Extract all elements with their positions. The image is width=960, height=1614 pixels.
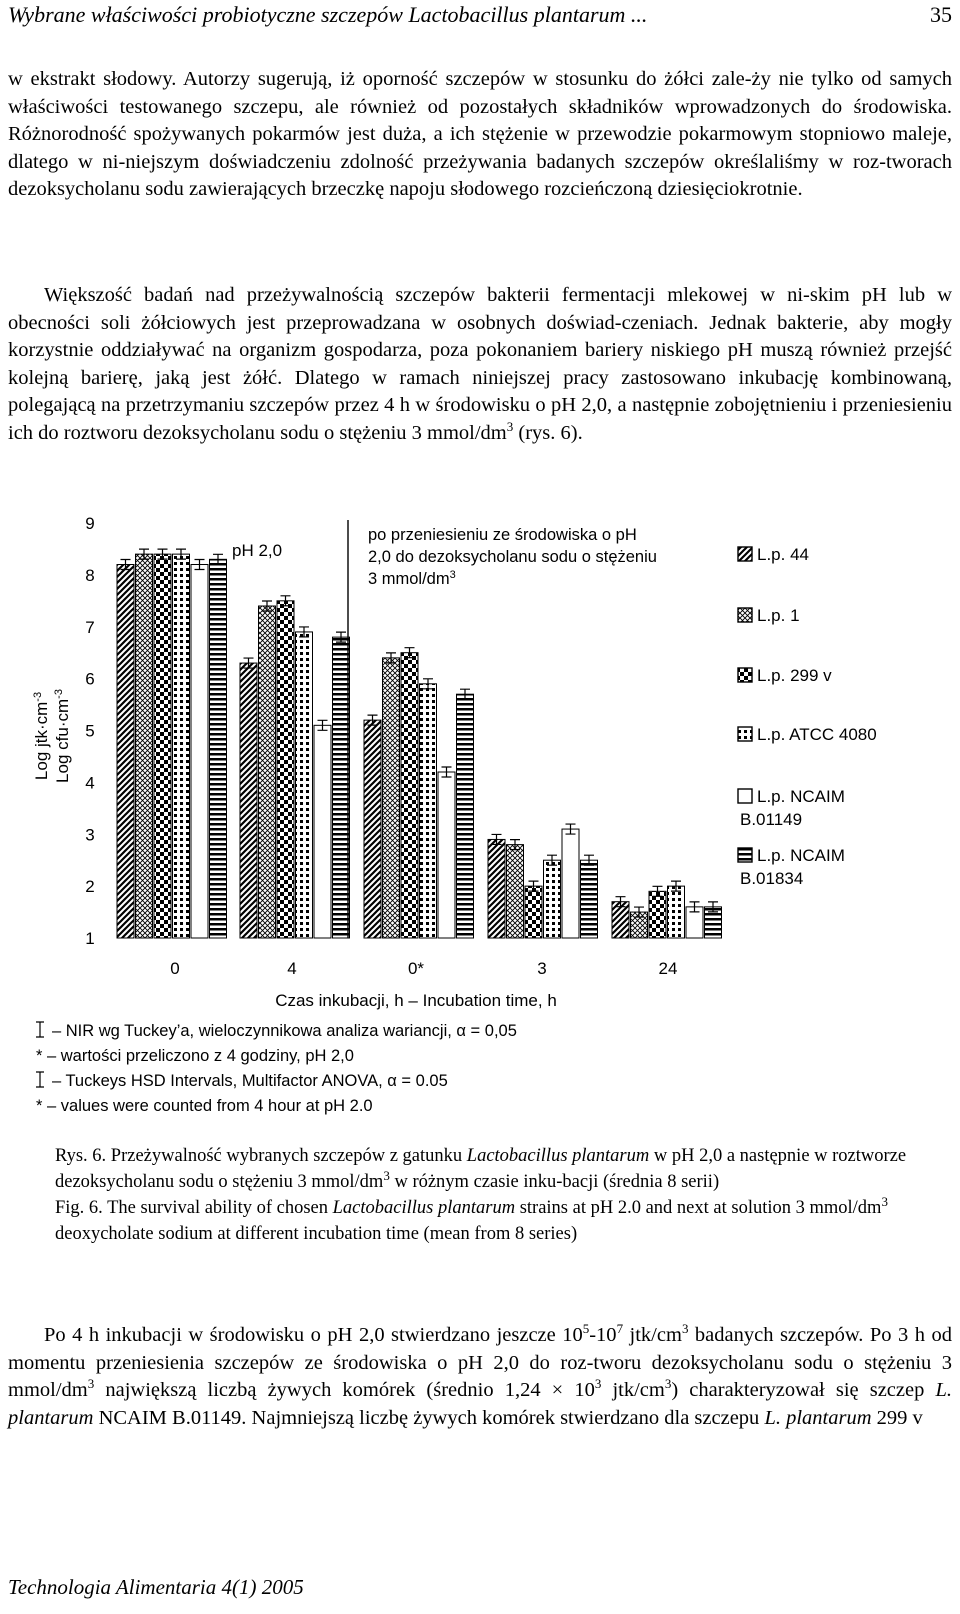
- bar: [438, 772, 455, 938]
- bar: [507, 845, 524, 938]
- paragraph-3: [8, 1322, 952, 1432]
- y-tick-label: 6: [85, 669, 95, 689]
- legend-label: B.01149: [740, 810, 803, 829]
- legend-label: L.p. NCAIM: [757, 787, 845, 806]
- annotation-box-line: po przeniesieniu ze środowiska o pH: [368, 526, 637, 544]
- y-axis-label-pl-sup: -3: [32, 691, 44, 702]
- bar: [154, 554, 171, 938]
- caption-pl-species: Lactobacillus plantarum: [466, 1146, 650, 1166]
- p3-t8: NCAIM B.01149. Najmniejszą liczbę żywych komórek stwierdzano dla szczepu: [93, 1406, 765, 1429]
- caption-en-suffix: deoxycholate sodium at different incubation time (mean from 8 series): [55, 1224, 578, 1244]
- bar: [668, 886, 685, 938]
- legend-swatch: [738, 789, 752, 803]
- p3-t5: największą liczbą żywych komórek (średnio 1,24 × 10: [94, 1379, 595, 1401]
- x-tick-label: 0*: [407, 959, 425, 978]
- paragraph-2-sup: 3: [506, 418, 514, 434]
- error-bar-icon: [36, 1022, 44, 1037]
- caption-en-species: Lactobacillus plantarum: [332, 1198, 516, 1218]
- legend-label: B.01834: [740, 869, 804, 888]
- p3-s6: 3: [664, 1376, 672, 1392]
- bar: [401, 653, 418, 938]
- caption-en-prefix: Fig. 6. The survival ability of chosen: [55, 1198, 333, 1218]
- caption-en-sup: 3: [881, 1193, 888, 1209]
- survival-chart: [0, 508, 960, 1130]
- bar: [333, 637, 350, 938]
- legend-label: L.p. 299 v: [757, 666, 832, 685]
- y-tick-label: 2: [85, 877, 95, 897]
- y-axis-label-en-sup: -3: [53, 689, 65, 699]
- p3-s2: 7: [616, 1321, 624, 1337]
- x-tick-label: 3: [537, 959, 547, 978]
- y-tick-label: 9: [85, 514, 95, 533]
- bar: [314, 725, 331, 938]
- x-axis-label: Czas inkubacji, h – Incubation time, h: [275, 991, 557, 1010]
- bar: [562, 829, 579, 938]
- caption-pl-suffix: w różnym czasie inku-bacji (średnia 8 serii): [389, 1172, 720, 1192]
- y-tick-label: 8: [85, 565, 95, 585]
- bar: [296, 632, 313, 938]
- p3-t9: 299 v: [871, 1406, 923, 1429]
- caption-pl: [55, 1143, 925, 1195]
- bar: [277, 601, 294, 938]
- p3-s1: 5: [582, 1321, 590, 1337]
- legend-swatch: [738, 848, 752, 862]
- legend-label: L.p. 1: [757, 606, 800, 625]
- p3-s5: 3: [594, 1376, 602, 1392]
- bar: [383, 658, 400, 938]
- paragraph-2-tail: (rys. 6).: [513, 421, 583, 444]
- p3-i2: L. plantarum: [764, 1406, 872, 1429]
- paragraph-1: w ekstrakt słodowy. Autorzy sugerują, iż oporność szczepów w stosunku do żółci zale-ży nie tylko od samych właściwości testowanego szczepu, ale również od pozostałych składników wprowadzonych do środowiska. Różnorodność spożywanych pokarmów jest duża, a ich stężenie w przewodzie pokarmowym stopniowo maleje, dlatego w ni-niejszym doświadczeniu zdolność przeżywania badanych szczepów określaliśmy w roz-tworach dezoksycholanu sodu zawierających brzeczkę napoju słodowego rozcieńczoną dziesięciokrotnie.: [8, 68, 952, 200]
- legend-label: L.p. NCAIM: [757, 846, 845, 865]
- bar: [488, 839, 505, 938]
- chart-notes: [36, 1022, 517, 1115]
- annotation-ph: pH 2,0: [232, 541, 283, 560]
- annotation-box-line: 2,0 do dezoksycholanu sodu o stężeniu: [368, 548, 657, 566]
- x-tick-label: 24: [658, 959, 678, 978]
- legend-swatch: [738, 547, 752, 561]
- figure-6: [0, 508, 960, 1130]
- x-tick-label: 0: [170, 959, 180, 978]
- p3-t2: -10: [589, 1324, 617, 1346]
- page-number: 35: [930, 2, 952, 27]
- p3-t7: ) charakteryzował się szczep: [671, 1379, 936, 1401]
- bar: [117, 565, 134, 939]
- y-axis-label-en: Log $cfu\cdot cm^{-3}$: [53, 689, 72, 783]
- chart-note: – Tuckeys HSD Intervals, Multifactor ANOVA, α = 0.05: [52, 1072, 448, 1090]
- chart-note: * – wartości przeliczono z 4 godziny, pH 2,0: [36, 1047, 354, 1065]
- bar: [364, 720, 381, 938]
- header-title: Wybrane właściwości probiotyczne szczepów Lactobacillus plantarum ...: [8, 2, 648, 27]
- y-axis-label-pl: Log $jtk\cdot cm^{-3}$: [32, 691, 51, 781]
- bar: [544, 860, 561, 938]
- y-tick-label: 3: [85, 825, 95, 845]
- legend-label: L.p. ATCC 4080: [757, 725, 877, 744]
- y-tick-label: 7: [85, 617, 95, 637]
- bar: [191, 565, 208, 939]
- legend-label: L.p. 44: [757, 545, 809, 564]
- bar: [581, 860, 598, 938]
- annotation-box-sup: 3: [449, 569, 456, 581]
- error-bar-icon: [36, 1072, 44, 1087]
- p3-t1: Po 4 h inkubacji w środowisku o pH 2,0 stwierdzano jeszcze 10: [44, 1324, 583, 1346]
- bar: [525, 886, 542, 938]
- p3-s3: 3: [681, 1321, 689, 1337]
- legend-swatch: [738, 668, 752, 682]
- bar: [649, 891, 666, 938]
- legend-swatch: [738, 608, 752, 622]
- p3-t6: jtk/cm: [601, 1379, 665, 1401]
- bar: [420, 684, 437, 938]
- paragraph-2-text: Większość badań nad przeżywalnością szczepów bakterii fermentacji mlekowej w ni-skim pH lub w obecności soli żółciowych jest przeprowadzana w osobnych doświad-czeniach. Jednak bakterie, aby mogły korzystnie oddziaływać na organizm gospodarza, poza pokonaniem bariery niskiego pH muszą również przejść kolejną barierę, jaką jest żółć. Dlatego w ramach niniejszej pracy zastosowano inkubację kombinowaną, polegającą na przetrzymaniu szczepów przez 4 h w środowisku o pH 2,0, a następnie zobojętnieniu i przeniesieniu ich do roztworu dezoksycholanu sodu o stężeniu 3 mmol/dm: [8, 284, 952, 444]
- running-footer: Technologia Alimentaria 4(1) 2005: [8, 1575, 304, 1599]
- annotation-box-line: 3 mmol/$dm^3$: [368, 569, 456, 588]
- x-tick-label: 4: [287, 959, 297, 978]
- y-tick-label: 1: [85, 929, 95, 948]
- bar: [457, 694, 474, 938]
- bar: [173, 554, 190, 938]
- bar: [210, 559, 227, 938]
- chart-note: * – values were counted from 4 hour at pH 2.0: [36, 1097, 373, 1115]
- chart-note: – NIR wg Tuckey’a, wieloczynnikowa analiza wariancji, α = 0,05: [52, 1022, 517, 1040]
- p3-t3: jtk/cm: [623, 1324, 682, 1346]
- caption-en: [55, 1195, 925, 1247]
- caption-pl-middle: w pH 2,0 a następnie w roztworze dezoksycholanu sodu o stężeniu 3 mmol/dm: [55, 1146, 907, 1192]
- bar: [240, 663, 257, 938]
- legend-swatch: [738, 727, 752, 741]
- figure-caption: [55, 1143, 925, 1247]
- bar: [136, 554, 153, 938]
- p3-i1: L. plantarum: [8, 1379, 952, 1429]
- running-header: [8, 2, 952, 28]
- y-tick-label: 4: [85, 773, 95, 793]
- caption-pl-sup: 3: [383, 1167, 390, 1183]
- p3-t4: badanych szczepów. Po 3 h od momentu przeniesienia szczepów ze środowiska o pH 2,0 do roz-tworu dezoksycholanu sodu o stężeniu 3 mmol/dm: [8, 1324, 953, 1401]
- y-tick-label: 5: [85, 721, 95, 741]
- bar: [259, 606, 276, 938]
- p3-s4: 3: [87, 1376, 95, 1392]
- paragraph-2: [8, 282, 952, 447]
- caption-en-middle: strains at pH 2.0 and next at solution 3 mmol/dm: [515, 1198, 882, 1218]
- caption-pl-prefix: Rys. 6. Przeżywalność wybranych szczepów z gatunku: [55, 1146, 467, 1166]
